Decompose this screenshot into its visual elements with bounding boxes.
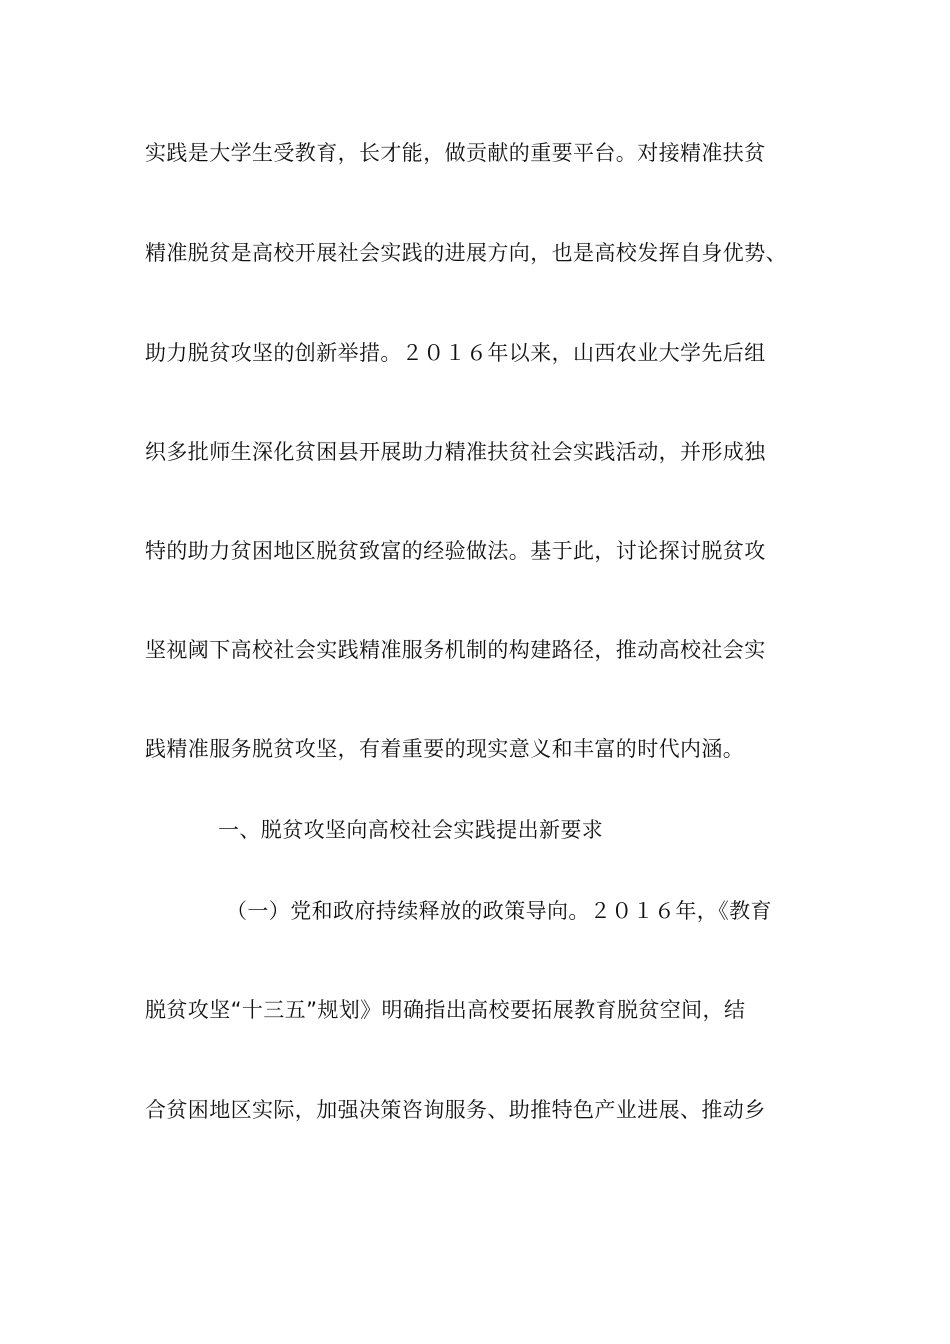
section-heading: 一、脱贫攻坚向高校社会实践提出新要求	[218, 818, 604, 842]
paragraph-line-5: 特的助力贫困地区脱贫致富的经验做法。基于此，讨论探讨脱贫攻	[145, 539, 766, 563]
paragraph-line-1: 实践是大学生受教育，长才能，做贡献的重要平台。对接精准扶贫	[145, 141, 766, 165]
subsection-line-2: 脱贫攻坚“十三五”规划》明确指出高校要拓展教育脱贫空间，结	[145, 998, 746, 1022]
subsection-line-1: （一）党和政府持续释放的政策导向。２０１６年，《教育	[226, 899, 772, 923]
paragraph-line-4: 织多批师生深化贫困县开展助力精准扶贫社会实践活动，并形成独	[145, 440, 766, 464]
paragraph-line-7: 践精准服务脱贫攻坚，有着重要的现实意义和丰富的时代内涵。	[145, 737, 745, 761]
paragraph-line-2: 精准脱贫是高校开展社会实践的进展方向，也是高校发挥自身优势、	[145, 241, 787, 265]
paragraph-line-3: 助力脱贫攻坚的创新举措。２０１６年以来，山西农业大学先后组	[145, 341, 766, 365]
paragraph-line-6: 坚视阈下高校社会实践精准服务机制的构建路径，推动高校社会实	[145, 638, 766, 662]
subsection-line-3: 合贫困地区实际，加强决策咨询服务、助推特色产业进展、推动乡	[145, 1098, 766, 1122]
